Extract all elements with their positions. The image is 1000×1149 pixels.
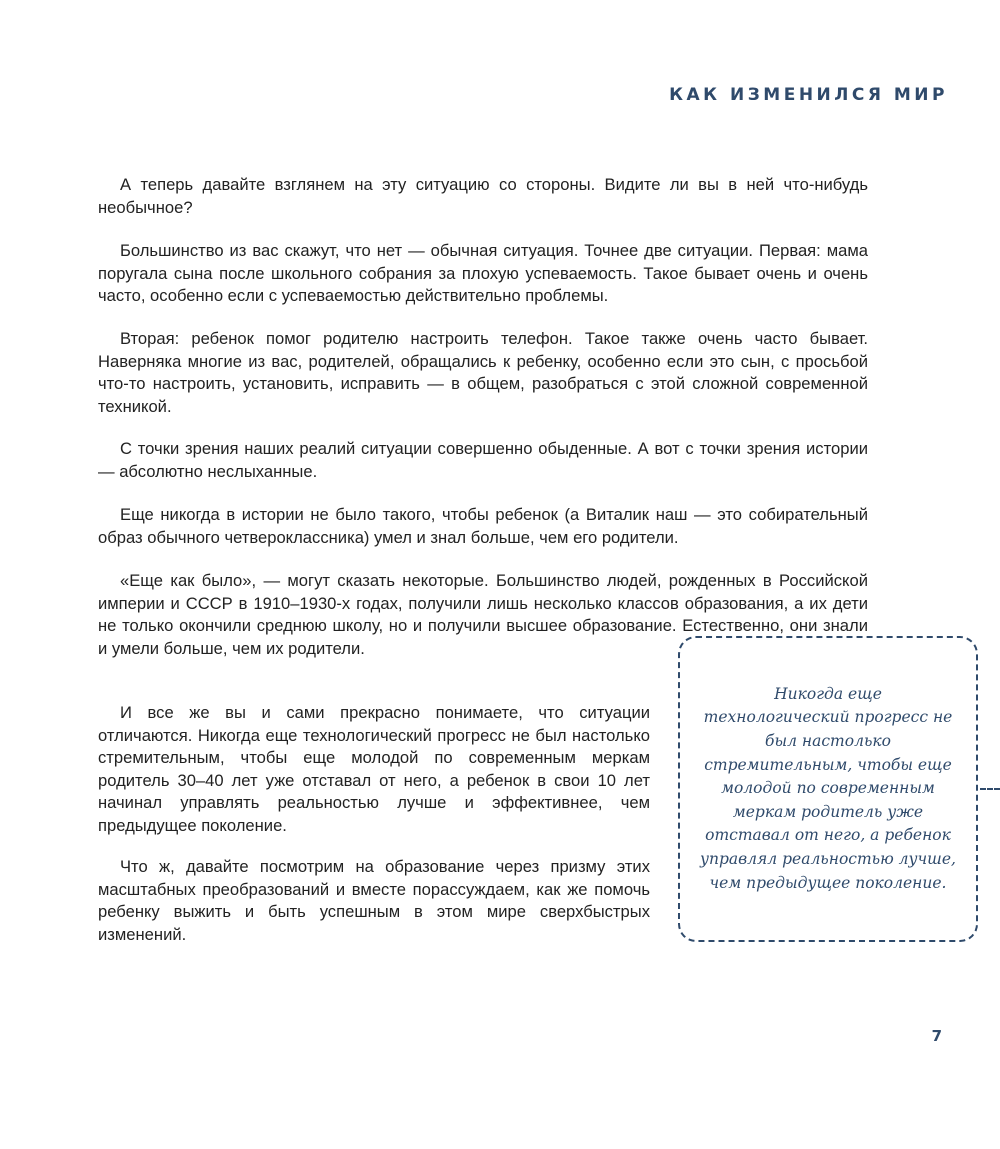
paragraph-8: Что ж, давайте посмотрим на образование через призму этих масштабных преобразований и вместе порассуждаем, как же помочь ребенку выжить и быть успешным в этом мире сверхбыстрых изменений. (98, 857, 650, 944)
paragraph-3: Вторая: ребенок помог родителю настроить телефон. Такое также очень часто бывает. Наверняка многие из вас, родителей, обращались к ребенку, особенно если это сын, с просьбой что-то настроить, установить, исправить — в общем, разобраться с этой сложной современной техникой. (98, 329, 868, 416)
paragraph-7: И все же вы и сами прекрасно понимаете, что ситуации отличаются. Никогда еще технологический прогресс не был настолько стремительным, чтобы еще молодой по современным меркам родитель 30–40 лет уже отставал от него, а ребенок в свои 10 лет начинал управлять реальностью лучше и эффективнее, чем предыдущее поколение. (98, 703, 650, 835)
page-number: 7 (931, 1027, 942, 1045)
paragraph-6: «Еще как было», — могут сказать некоторые. Большинство людей, рожденных в Российской империи и СССР в 1910–1930-х годах, получили лишь несколько классов образования, а их дети не только окончили среднюю школу, но и получили высшее образование. Естественно, они знали и умели больше, чем их родители. (98, 571, 868, 658)
paragraph-1: А теперь давайте взглянем на эту ситуацию со стороны. Видите ли вы в ней что-нибудь необычное? (98, 175, 868, 217)
pull-quote-connector (980, 788, 1000, 790)
running-head: КАК ИЗМЕНИЛСЯ МИР (669, 85, 948, 105)
paragraph-2: Большинство из вас скажут, что нет — обычная ситуация. Точнее две ситуации. Первая: мама поругала сына после школьного собрания за плохую успеваемость. Такое бывает очень и очень часто, особенно если с успеваемостью действительно проблемы. (98, 241, 868, 305)
paragraph-4: С точки зрения наших реалий ситуации совершенно обыденные. А вот с точки зрения истории — абсолютно неслыханные. (98, 439, 868, 481)
paragraph-5: Еще никогда в истории не было такого, чтобы ребенок (а Виталик наш — это собирательный образ обычного четвероклассника) умел и знал больше, чем его родители. (98, 505, 868, 547)
pull-quote-text: Никогда еще технологический прогресс не был настолько стремительным, чтобы еще молодой по современным меркам родитель уже отставал от него, а ребенок управлял реальностью лучше, чем предыдущее поколение. (700, 684, 956, 892)
pull-quote-box (678, 636, 978, 942)
